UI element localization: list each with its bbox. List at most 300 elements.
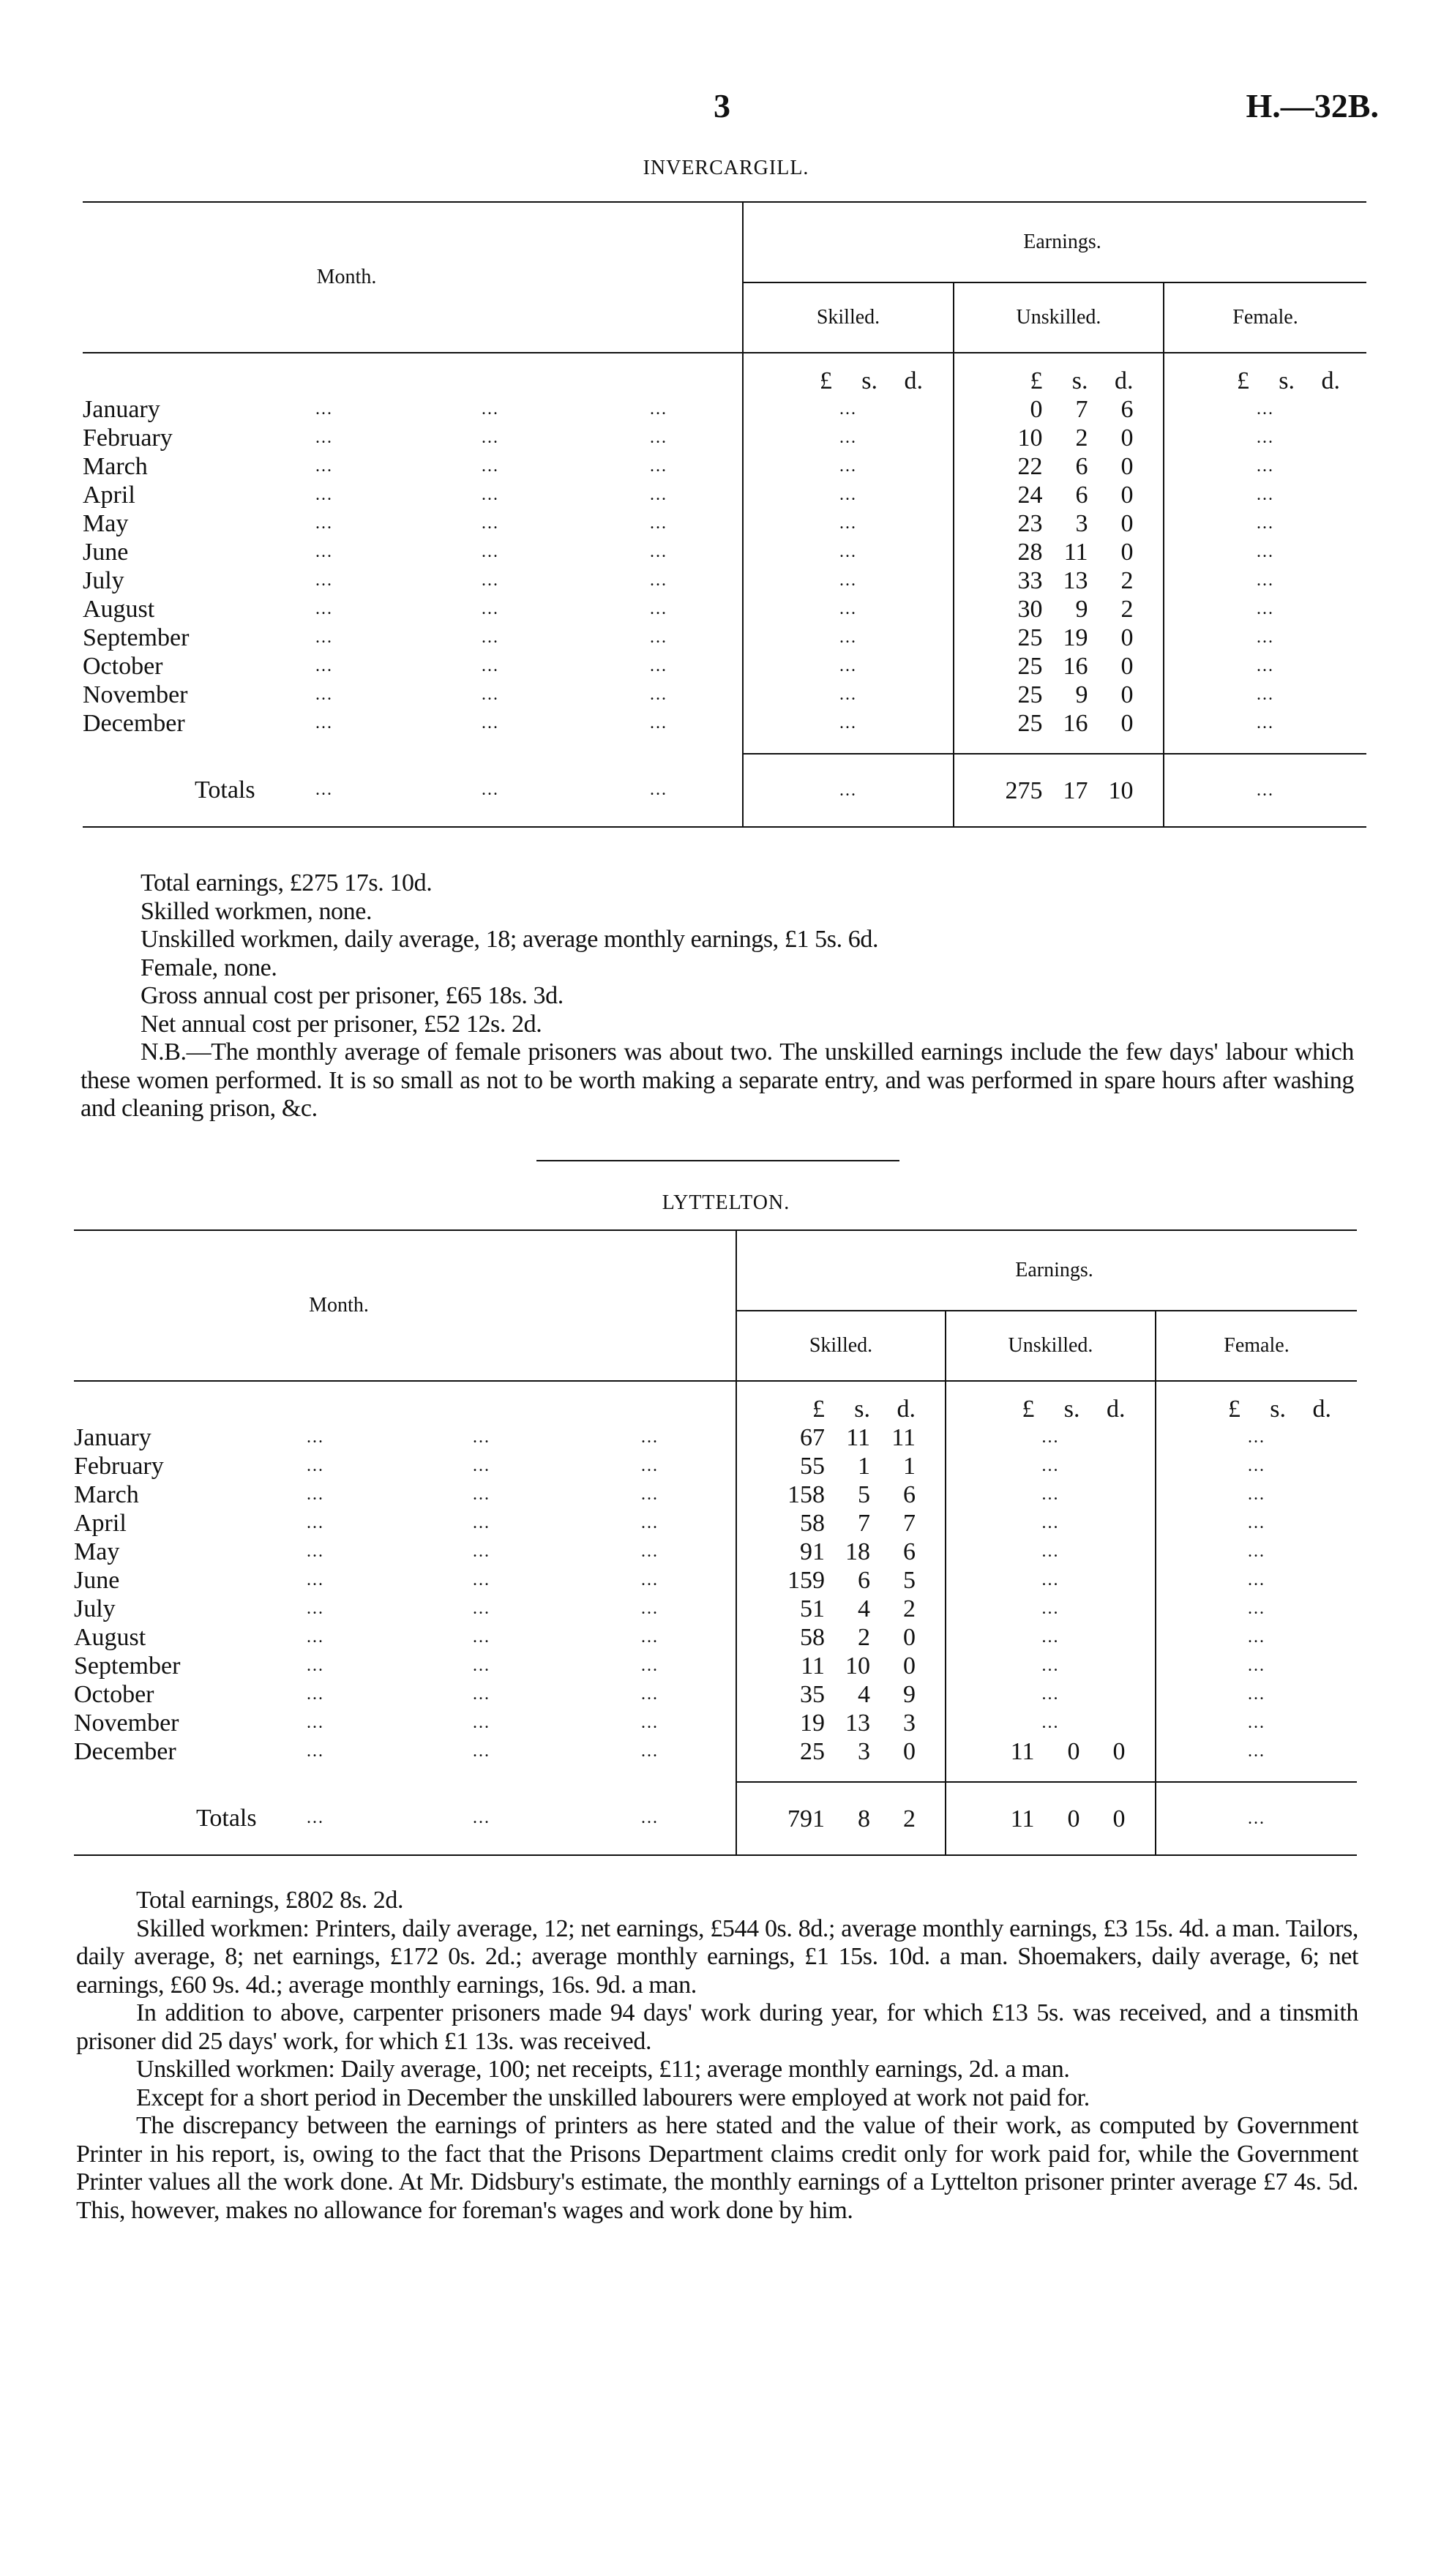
leader-dots: ... xyxy=(473,1513,490,1532)
pounds: 25 xyxy=(1017,653,1043,680)
leader-dots: ... xyxy=(641,1599,659,1618)
leader-dots: ... xyxy=(307,1542,324,1561)
nil-entry: ... xyxy=(1257,542,1274,561)
header-earnings: Earnings. xyxy=(743,202,1366,282)
nil-entry: ... xyxy=(1041,1713,1060,1732)
note-paragraph: Skilled workmen, none. xyxy=(141,897,373,925)
shillings: 2 xyxy=(1075,424,1088,452)
leader-dots: ... xyxy=(307,1456,324,1475)
nil-entry: ... xyxy=(839,628,857,647)
shillings: 6 xyxy=(1075,482,1088,509)
amount xyxy=(954,776,1163,805)
month-label: August xyxy=(74,1624,146,1651)
nil-entry: ... xyxy=(1041,1599,1060,1618)
pence: 6 xyxy=(1120,396,1134,423)
amount xyxy=(954,452,1163,481)
nil-entry: ... xyxy=(1257,428,1274,447)
month-label: August xyxy=(83,596,155,623)
unit-pounds: £ xyxy=(1228,1396,1240,1423)
leader-dots: ... xyxy=(315,628,333,647)
month-label: January xyxy=(83,396,160,423)
table-row xyxy=(74,1595,1357,1623)
pence: 11 xyxy=(891,1424,916,1451)
note-paragraph: In addition to above, carpenter prisoners made 94 days' work during year, for which £13 5s. was received, and a tinsmith prisoner did 25 days' work, for which £1 13s. was received. xyxy=(76,1999,1358,2055)
note-paragraph: Net annual cost per prisoner, £52 12s. 2d. xyxy=(141,1010,542,1038)
nil-entry: ... xyxy=(1248,1485,1265,1504)
units-row xyxy=(946,1395,1155,1423)
earnings-table-invercargill xyxy=(83,201,1366,828)
leader-dots: ... xyxy=(641,1542,659,1561)
table-row xyxy=(74,1652,1357,1680)
notes-invercargill xyxy=(81,869,1354,1123)
shillings: 18 xyxy=(845,1538,870,1565)
table-row xyxy=(74,1423,1357,1452)
nil-entry: ... xyxy=(839,685,857,704)
pence: 0 xyxy=(1120,653,1134,680)
amount xyxy=(954,481,1163,509)
pounds: 10 xyxy=(1017,424,1043,452)
pounds: 159 xyxy=(787,1567,825,1594)
leader-dots: ... xyxy=(473,1599,490,1618)
leader-dots: ... xyxy=(482,400,499,419)
leader-dots: ... xyxy=(641,1428,659,1447)
amount xyxy=(737,1652,945,1680)
shillings: 9 xyxy=(1075,681,1088,708)
nil-entry: ... xyxy=(1041,1485,1060,1504)
unit-pence: d. xyxy=(1321,367,1340,394)
pence: 9 xyxy=(903,1681,916,1708)
section-divider xyxy=(536,1160,899,1161)
note-paragraph: N.B.—The monthly average of female prisoners was about two. The unskilled earnings include the few days' labour which these women performed. It is so small as not to be worth making a separate entry, and was performed in spare hours after washing and cleaning prison, &c. xyxy=(81,1038,1354,1122)
month-label: September xyxy=(74,1652,181,1680)
header-female: Female. xyxy=(1164,282,1366,353)
shillings: 13 xyxy=(1063,567,1088,594)
table-row xyxy=(83,509,1366,538)
section-title-lyttelton: LYTTELTON. xyxy=(662,1191,790,1214)
leader-dots: ... xyxy=(641,1456,659,1475)
nil-entry: ... xyxy=(1248,1742,1265,1761)
nil-entry: ... xyxy=(1041,1542,1060,1561)
nil-entry: ... xyxy=(1257,714,1274,733)
leader-dots: ... xyxy=(482,457,499,476)
unit-pence: d. xyxy=(1312,1396,1331,1423)
leader-dots: ... xyxy=(315,542,333,561)
header-female: Female. xyxy=(1156,1311,1357,1381)
pounds: 11 xyxy=(1010,1805,1035,1832)
pounds: 58 xyxy=(800,1624,825,1651)
notes-lyttelton xyxy=(76,1887,1358,2225)
unit-pence: d. xyxy=(1115,367,1134,394)
totals-label: Totals xyxy=(195,776,255,804)
nil-entry: ... xyxy=(839,514,857,533)
month-label: April xyxy=(83,482,135,509)
nil-entry: ... xyxy=(1257,628,1274,647)
nil-entry: ... xyxy=(839,542,857,561)
pence: 2 xyxy=(1120,567,1134,594)
table-row xyxy=(83,681,1366,709)
pounds: 55 xyxy=(800,1453,825,1480)
amount xyxy=(737,1680,945,1709)
amount xyxy=(737,1805,945,1833)
amount xyxy=(954,681,1163,709)
pence: 0 xyxy=(1120,681,1134,708)
pounds: 25 xyxy=(1017,624,1043,651)
nil-entry: ... xyxy=(1257,400,1274,419)
leader-dots: ... xyxy=(307,1628,324,1647)
amount xyxy=(954,395,1163,424)
leader-dots: ... xyxy=(315,457,333,476)
shillings: 3 xyxy=(858,1738,870,1765)
nil-entry: ... xyxy=(1257,780,1274,800)
month-label: July xyxy=(74,1595,116,1622)
nil-entry: ... xyxy=(839,599,857,618)
shillings: 7 xyxy=(858,1510,870,1537)
leader-dots: ... xyxy=(641,1485,659,1504)
amount xyxy=(946,1805,1155,1833)
nil-entry: ... xyxy=(839,400,857,419)
units-row xyxy=(1164,367,1366,395)
leader-dots: ... xyxy=(650,514,667,533)
nil-entry: ... xyxy=(1248,1456,1265,1475)
shillings: 3 xyxy=(1075,510,1088,537)
pounds: 19 xyxy=(800,1710,825,1737)
pence: 0 xyxy=(1120,482,1134,509)
leader-dots: ... xyxy=(307,1808,324,1827)
amount xyxy=(737,1452,945,1480)
nil-entry: ... xyxy=(1257,457,1274,476)
month-label: February xyxy=(83,424,173,452)
note-paragraph: Female, none. xyxy=(141,954,277,981)
leader-dots: ... xyxy=(482,780,499,799)
header-month: Month. xyxy=(83,202,743,353)
unit-shillings: s. xyxy=(861,367,877,394)
leader-dots: ... xyxy=(650,780,667,799)
table-row xyxy=(74,1538,1357,1566)
page-number: 3 xyxy=(714,87,730,124)
pence: 0 xyxy=(1120,624,1134,651)
leader-dots: ... xyxy=(482,428,499,447)
leader-dots: ... xyxy=(641,1656,659,1675)
nil-entry: ... xyxy=(1248,1599,1265,1618)
pence: 7 xyxy=(903,1510,916,1537)
nil-entry: ... xyxy=(839,428,857,447)
month-label: June xyxy=(83,539,129,566)
pounds: 25 xyxy=(1017,681,1043,708)
nil-entry: ... xyxy=(1248,1685,1265,1704)
table-row xyxy=(83,566,1366,595)
leader-dots: ... xyxy=(650,685,667,704)
table-row xyxy=(83,624,1366,652)
shillings: 6 xyxy=(1075,453,1088,480)
nil-entry: ... xyxy=(1257,685,1274,704)
table-row xyxy=(83,395,1366,424)
shillings: 5 xyxy=(858,1481,870,1508)
leader-dots: ... xyxy=(482,599,499,618)
shillings: 0 xyxy=(1067,1805,1080,1832)
note-paragraph: Total earnings, £275 17s. 10d. xyxy=(141,869,433,896)
pence: 5 xyxy=(903,1567,916,1594)
pence: 2 xyxy=(903,1595,916,1622)
nil-entry: ... xyxy=(1041,1628,1060,1647)
leader-dots: ... xyxy=(315,400,333,419)
nil-entry: ... xyxy=(1257,656,1274,675)
section-title-invercargill: INVERCARGILL. xyxy=(643,157,809,179)
nil-entry: ... xyxy=(1248,1542,1265,1561)
leader-dots: ... xyxy=(307,1656,324,1675)
amount xyxy=(737,1538,945,1566)
month-label: April xyxy=(74,1510,127,1537)
unit-pence: d. xyxy=(897,1396,916,1423)
leader-dots: ... xyxy=(650,485,667,504)
month-label: January xyxy=(74,1424,151,1451)
leader-dots: ... xyxy=(482,628,499,647)
pounds: 23 xyxy=(1017,510,1043,537)
leader-dots: ... xyxy=(473,1742,490,1761)
leader-dots: ... xyxy=(650,571,667,590)
shillings: 2 xyxy=(858,1624,870,1651)
month-label: March xyxy=(74,1481,139,1508)
leader-dots: ... xyxy=(307,1685,324,1704)
unit-pence: d. xyxy=(1107,1396,1126,1423)
leader-dots: ... xyxy=(315,599,333,618)
pence: 10 xyxy=(1108,776,1134,804)
nil-entry: ... xyxy=(839,571,857,590)
pounds: 24 xyxy=(1017,482,1043,509)
leader-dots: ... xyxy=(307,1713,324,1732)
amount xyxy=(737,1737,945,1766)
leader-dots: ... xyxy=(641,1570,659,1590)
amount xyxy=(737,1623,945,1652)
amount xyxy=(954,709,1163,738)
pounds: 25 xyxy=(800,1738,825,1765)
pounds: 58 xyxy=(800,1510,825,1537)
pounds: 22 xyxy=(1017,453,1043,480)
table-row xyxy=(83,538,1366,566)
header-month: Month. xyxy=(74,1230,736,1381)
nil-entry: ... xyxy=(1248,1808,1265,1828)
leader-dots: ... xyxy=(641,1513,659,1532)
shillings: 13 xyxy=(845,1710,870,1737)
leader-dots: ... xyxy=(307,1485,324,1504)
pence: 0 xyxy=(1120,424,1134,452)
unit-shillings: s. xyxy=(1071,367,1088,394)
pounds: 30 xyxy=(1017,596,1043,623)
leader-dots: ... xyxy=(482,685,499,704)
table-row xyxy=(83,452,1366,481)
amount xyxy=(954,509,1163,538)
pounds: 28 xyxy=(1017,539,1043,566)
amount xyxy=(954,424,1163,452)
leader-dots: ... xyxy=(641,1628,659,1647)
table-row xyxy=(83,709,1366,738)
note-paragraph: Unskilled workmen, daily average, 18; average monthly earnings, £1 5s. 6d. xyxy=(141,926,879,953)
unit-shillings: s. xyxy=(854,1396,870,1423)
leader-dots: ... xyxy=(650,542,667,561)
leader-dots: ... xyxy=(641,1742,659,1761)
table-row xyxy=(74,1480,1357,1509)
leader-dots: ... xyxy=(473,1628,490,1647)
leader-dots: ... xyxy=(307,1428,324,1447)
shillings: 11 xyxy=(1063,539,1088,566)
unit-pounds: £ xyxy=(820,367,832,394)
leader-dots: ... xyxy=(482,542,499,561)
table-row xyxy=(74,1709,1357,1737)
table-row xyxy=(83,595,1366,624)
unit-pounds: £ xyxy=(1030,367,1043,394)
pence: 6 xyxy=(903,1538,916,1565)
table-row xyxy=(83,481,1366,509)
unit-pounds: £ xyxy=(1237,367,1249,394)
unit-shillings: s. xyxy=(1063,1396,1080,1423)
shillings: 16 xyxy=(1063,710,1088,737)
header-unskilled: Unskilled. xyxy=(954,282,1164,353)
leader-dots: ... xyxy=(650,457,667,476)
table-row xyxy=(74,1452,1357,1480)
table-row xyxy=(83,424,1366,452)
leader-dots: ... xyxy=(482,571,499,590)
pence: 6 xyxy=(903,1481,916,1508)
leader-dots: ... xyxy=(307,1599,324,1618)
unit-shillings: s. xyxy=(1270,1396,1286,1423)
shillings: 8 xyxy=(858,1805,870,1832)
leader-dots: ... xyxy=(650,428,667,447)
pounds: 11 xyxy=(1010,1738,1035,1765)
leader-dots: ... xyxy=(641,1808,659,1827)
month-label: October xyxy=(83,653,163,680)
amount xyxy=(737,1423,945,1452)
shillings: 6 xyxy=(858,1567,870,1594)
nil-entry: ... xyxy=(1248,1570,1265,1590)
month-label: July xyxy=(83,567,124,594)
unit-pounds: £ xyxy=(1022,1396,1035,1423)
totals-row xyxy=(74,1782,1357,1855)
nil-entry: ... xyxy=(1041,1513,1060,1532)
units-row xyxy=(737,1395,945,1423)
month-label: October xyxy=(74,1681,154,1708)
leader-dots: ... xyxy=(473,1808,490,1827)
nil-entry: ... xyxy=(1257,599,1274,618)
unit-shillings: s. xyxy=(1279,367,1295,394)
nil-entry: ... xyxy=(1248,1656,1265,1675)
month-label: June xyxy=(74,1567,120,1594)
nil-entry: ... xyxy=(1257,485,1274,504)
shillings: 10 xyxy=(845,1652,870,1680)
header-earnings: Earnings. xyxy=(736,1230,1357,1311)
leader-dots: ... xyxy=(473,1456,490,1475)
note-paragraph: Gross annual cost per prisoner, £65 18s. 3d. xyxy=(141,982,564,1009)
leader-dots: ... xyxy=(473,1542,490,1561)
nil-entry: ... xyxy=(1041,1685,1060,1704)
table-row xyxy=(83,652,1366,681)
leader-dots: ... xyxy=(315,428,333,447)
pounds: 51 xyxy=(800,1595,825,1622)
leader-dots: ... xyxy=(315,685,333,704)
leader-dots: ... xyxy=(650,599,667,618)
table-row xyxy=(74,1680,1357,1709)
month-label: December xyxy=(74,1738,176,1765)
pounds: 67 xyxy=(800,1424,825,1451)
leader-dots: ... xyxy=(482,485,499,504)
leader-dots: ... xyxy=(473,1685,490,1704)
nil-entry: ... xyxy=(839,714,857,733)
pence: 0 xyxy=(903,1652,916,1680)
pence: 1 xyxy=(903,1453,916,1480)
leader-dots: ... xyxy=(482,514,499,533)
table-row xyxy=(74,1509,1357,1538)
nil-entry: ... xyxy=(839,780,857,800)
nil-entry: ... xyxy=(839,656,857,675)
pence: 2 xyxy=(1120,596,1134,623)
leader-dots: ... xyxy=(307,1742,324,1761)
unit-pence: d. xyxy=(904,367,923,394)
amount xyxy=(954,566,1163,595)
amount xyxy=(737,1509,945,1538)
amount xyxy=(737,1566,945,1595)
shillings: 7 xyxy=(1075,396,1088,423)
leader-dots: ... xyxy=(315,780,333,799)
leader-dots: ... xyxy=(482,656,499,675)
pence: 3 xyxy=(903,1710,916,1737)
month-label: February xyxy=(74,1453,164,1480)
pounds: 35 xyxy=(800,1681,825,1708)
month-label: September xyxy=(83,624,190,651)
shillings: 16 xyxy=(1063,653,1088,680)
month-label: May xyxy=(74,1538,120,1565)
header-unskilled: Unskilled. xyxy=(946,1311,1156,1381)
shillings: 4 xyxy=(858,1681,870,1708)
totals-label: Totals xyxy=(196,1805,257,1832)
document-reference: H.—32B. xyxy=(1246,87,1379,124)
nil-entry: ... xyxy=(1248,1513,1265,1532)
header-skilled: Skilled. xyxy=(736,1311,946,1381)
unit-pounds: £ xyxy=(812,1396,825,1423)
amount xyxy=(954,538,1163,566)
table-row xyxy=(74,1737,1357,1766)
leader-dots: ... xyxy=(315,571,333,590)
pence: 2 xyxy=(903,1805,916,1832)
shillings: 17 xyxy=(1063,776,1088,804)
leader-dots: ... xyxy=(473,1570,490,1590)
shillings: 0 xyxy=(1067,1738,1080,1765)
leader-dots: ... xyxy=(641,1713,659,1732)
pence: 0 xyxy=(903,1624,916,1651)
nil-entry: ... xyxy=(839,485,857,504)
earnings-table-lyttelton xyxy=(74,1229,1357,1856)
note-paragraph: Unskilled workmen: Daily average, 100; net receipts, £11; average monthly earnings, 2d. a man. xyxy=(136,2056,1070,2083)
pounds: 0 xyxy=(1030,396,1043,423)
pounds: 33 xyxy=(1017,567,1043,594)
leader-dots: ... xyxy=(650,714,667,733)
leader-dots: ... xyxy=(650,628,667,647)
note-paragraph: The discrepancy between the earnings of printers as here stated and the value of their work, as computed by Government Printer in his report, is, owing to the fact that the Prisons Department claims credit only for work paid for, while the Government Printer values all the work done. At Mr. Didsbury's estimate, the monthly earnings of a Lyttelton prisoner printer average £7 4s. 5d. This, however, makes no allowance for foreman's wages and work done by him. xyxy=(76,2112,1358,2224)
pounds: 11 xyxy=(801,1652,825,1680)
note-paragraph: Skilled workmen: Printers, daily average, 12; net earnings, £544 0s. 8d.; average monthly earnings, £3 15s. 4d. a man. Tailors, daily average, 8; net earnings, £172 0s. 2d.; average monthly earnings, £1 15s. 10d. a man. Shoemakers, daily average, 6; net earnings, £60 9s. 4d.; average monthly earnings, 16s. 9d. a man. xyxy=(76,1914,1358,1999)
amount xyxy=(954,652,1163,681)
shillings: 1 xyxy=(858,1453,870,1480)
table-row xyxy=(74,1623,1357,1652)
header-skilled: Skilled. xyxy=(743,282,954,353)
leader-dots: ... xyxy=(315,656,333,675)
leader-dots: ... xyxy=(307,1570,324,1590)
pounds: 158 xyxy=(787,1481,825,1508)
nil-entry: ... xyxy=(1257,514,1274,533)
pounds: 791 xyxy=(787,1805,825,1832)
nil-entry: ... xyxy=(1248,1428,1265,1447)
note-paragraph: Total earnings, £802 8s. 2d. xyxy=(136,1887,404,1914)
pounds: 25 xyxy=(1017,710,1043,737)
amount xyxy=(954,595,1163,624)
leader-dots: ... xyxy=(473,1713,490,1732)
